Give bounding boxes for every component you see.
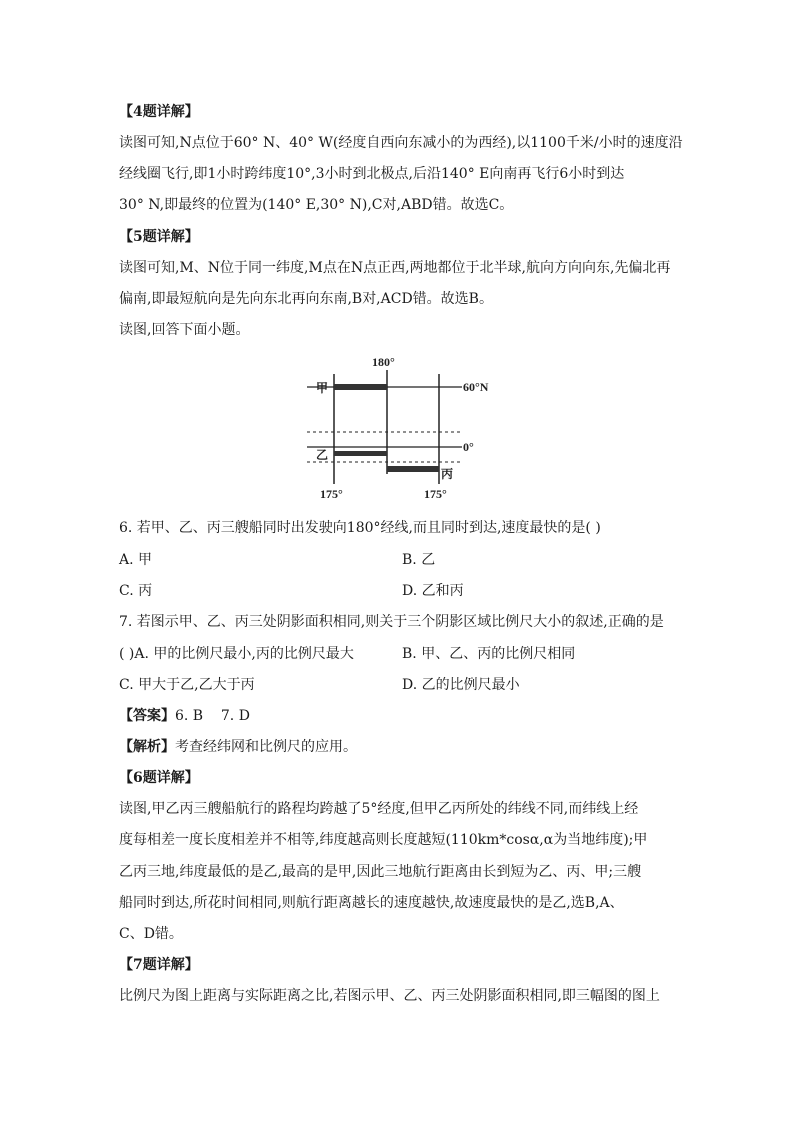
- intro-text: 读图,回答下面小题。: [119, 322, 250, 338]
- q7-line-2: ( )A. 甲的比例尺最小,丙的比例尺最大: [119, 646, 354, 662]
- label-yi: 乙: [316, 448, 329, 462]
- q7-stem: 7. 若图示甲、乙、丙三处阴影面积相同,则关于三个阴影区域比例尺大小的叙述,正确的是: [119, 614, 664, 630]
- q6-option-a: A. 甲: [119, 552, 153, 568]
- q7-option-c: C. 甲大于乙,乙大于丙: [119, 677, 255, 693]
- q4-line-3: 30° N,即最终的位置为(140° E,30° N),C对,ABD错。故选C。: [119, 197, 514, 213]
- answer-text: 6. B 7. D: [175, 708, 250, 724]
- q6-option-d: D. 乙和丙: [402, 583, 464, 599]
- q6-detail-line-2: 度每相差一度长度相差并不相等,纬度越高则长度越短(110km*cosα,α为当地纬度);甲: [119, 832, 648, 848]
- q5-heading: 【5题详解】: [119, 229, 199, 245]
- graticule-diagram: [302, 352, 492, 504]
- shade-jia: [334, 384, 387, 390]
- answer-label: 【答案】: [119, 708, 175, 724]
- label-0: 0°: [463, 440, 474, 454]
- q4-heading: 【4题详解】: [119, 104, 199, 120]
- q6-detail-line-5: C、D错。: [119, 926, 183, 942]
- q6-detail-heading: 【6题详解】: [119, 770, 199, 786]
- label-180: 180°: [372, 355, 395, 369]
- q5-line-1: 读图可知,M、N位于同一纬度,M点在N点正西,两地都位于北半球,航向方向向东,先偏北再: [119, 260, 671, 276]
- label-175-left: 175°: [320, 487, 343, 501]
- analysis-text: 考查经纬网和比例尺的应用。: [175, 739, 357, 755]
- q6-option-c: C. 丙: [119, 583, 153, 599]
- q6-option-b: B. 乙: [402, 552, 436, 568]
- q4-line-2: 经线圈飞行,即1小时跨纬度10°,3小时到北极点,后沿140° E向南再飞行6小时到达: [119, 166, 625, 182]
- q6-stem: 6. 若甲、乙、丙三艘船同时出发驶向180°经线,而且同时到达,速度最快的是( ): [119, 520, 601, 536]
- shade-yi: [334, 451, 387, 456]
- q6-detail-line-1: 读图,甲乙丙三艘船航行的路程均跨越了5°经度,但甲乙丙所处的纬线不同,而纬线上经: [119, 801, 639, 817]
- shade-bing: [387, 466, 439, 472]
- analysis-label: 【解析】: [119, 739, 175, 755]
- q4-line-1: 读图可知,N点位于60° N、40° W(经度自西向东减小的为西经),以1100千米/小时的速度沿: [119, 135, 683, 151]
- q6-detail-line-3: 乙丙三地,纬度最低的是乙,最高的是甲,因此三地航行距离由长到短为乙、丙、甲;三艘: [119, 864, 642, 880]
- q7-detail-line-1: 比例尺为图上距离与实际距离之比,若图示甲、乙、丙三处阴影面积相同,即三幅图的图上: [119, 988, 660, 1004]
- q7-option-d: D. 乙的比例尺最小: [402, 677, 520, 693]
- q7-option-b: B. 甲、乙、丙的比例尺相同: [402, 646, 576, 662]
- analysis-line: [119, 737, 357, 757]
- label-60n: 60°N: [463, 380, 489, 394]
- answer-line: [119, 706, 250, 726]
- label-bing: 丙: [441, 467, 454, 481]
- q6-detail-line-4: 船同时到达,所花时间相同,则航行距离越长的速度越快,故速度最快的是乙,选B,A、: [119, 895, 624, 911]
- q5-line-2: 偏南,即最短航向是先向东北再向东南,B对,ACD错。故选B。: [119, 291, 493, 307]
- q7-detail-heading: 【7题详解】: [119, 957, 199, 973]
- label-jia: 甲: [316, 381, 329, 395]
- label-175-right: 175°: [424, 487, 447, 501]
